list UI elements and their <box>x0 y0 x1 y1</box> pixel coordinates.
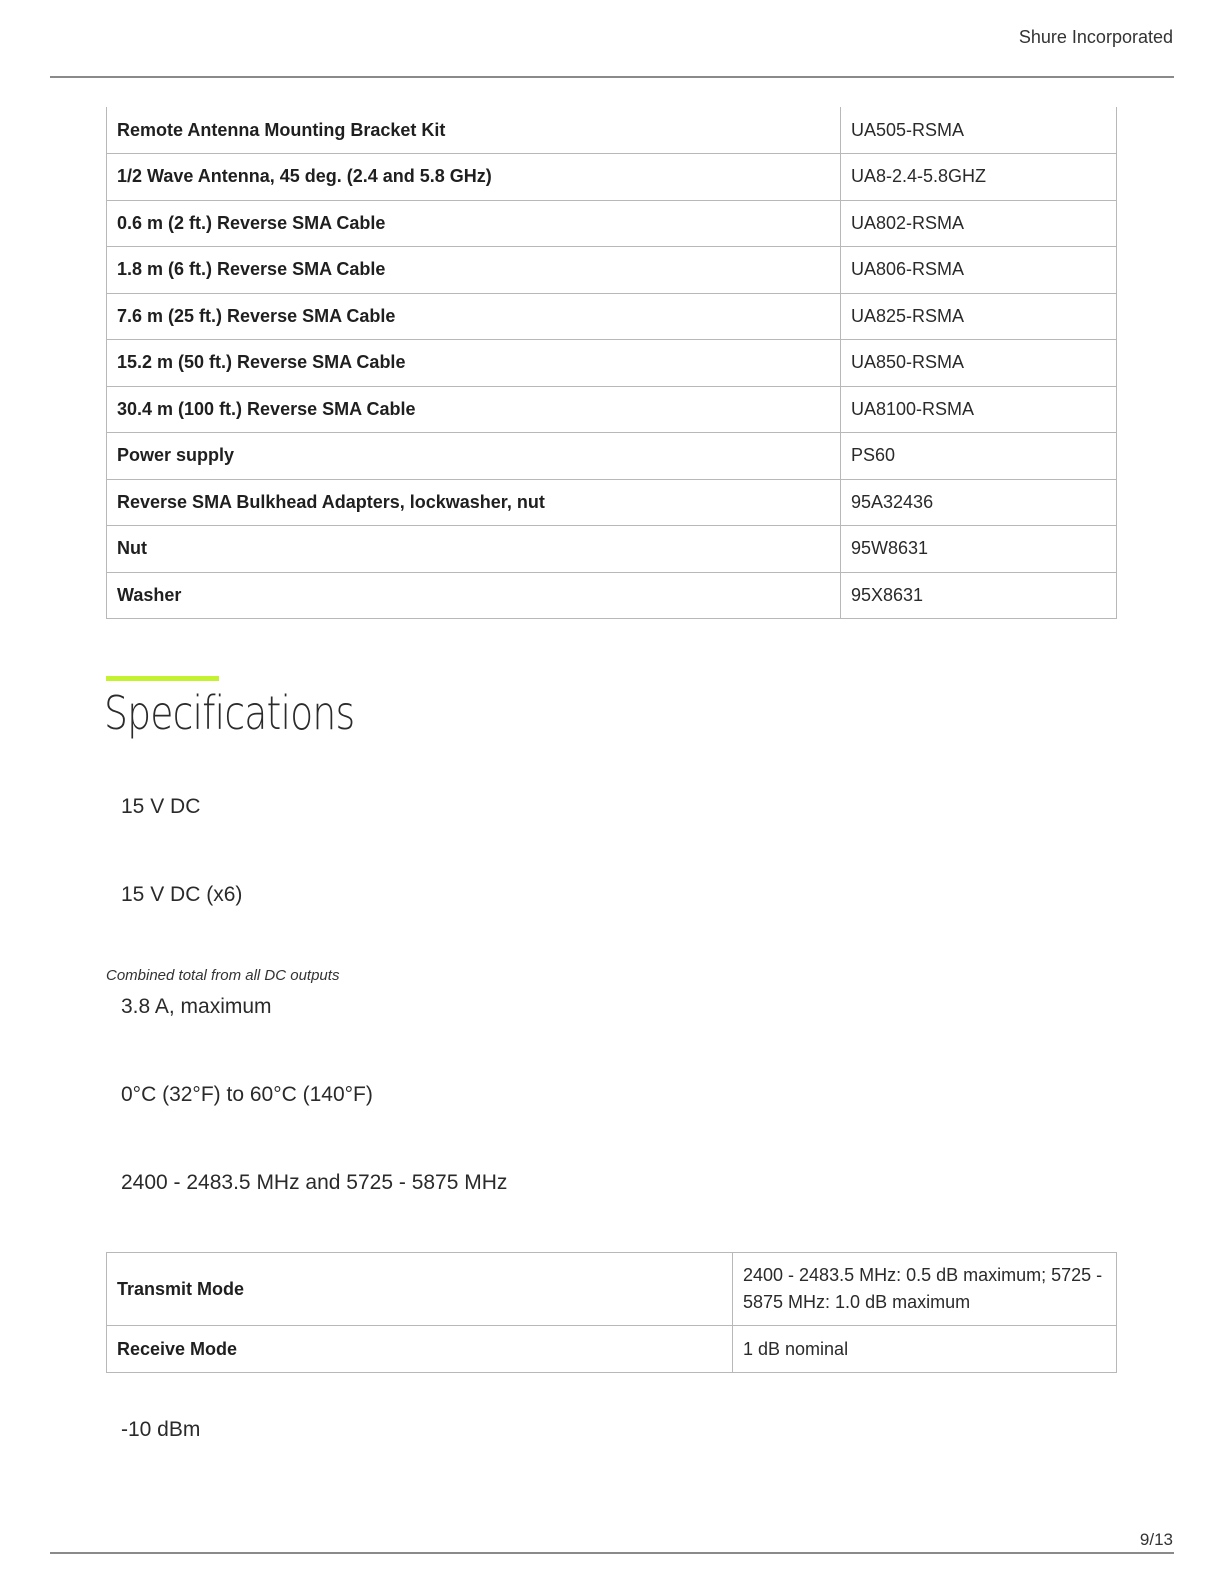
accessory-name: Nut <box>107 526 841 573</box>
spec-value: 2400 - 2483.5 MHz and 5725 - 5875 MHz <box>121 1171 508 1194</box>
part-number: 95W8631 <box>841 526 1117 573</box>
table-row <box>107 200 1117 247</box>
table-row <box>107 479 1117 526</box>
table-row <box>107 1326 1117 1373</box>
mode-value: 2400 - 2483.5 MHz: 0.5 dB maximum; 5725 - 5875 MHz: 1.0 dB maximum <box>733 1253 1117 1326</box>
table-row <box>107 293 1117 340</box>
table-row <box>107 154 1117 201</box>
mode-name: Receive Mode <box>107 1326 733 1373</box>
table-row <box>107 1253 1117 1326</box>
table-row <box>107 340 1117 387</box>
part-number: 95A32436 <box>841 479 1117 526</box>
part-number: UA806-RSMA <box>841 247 1117 294</box>
accessory-name: 0.6 m (2 ft.) Reverse SMA Cable <box>107 200 841 247</box>
spec-value: 15 V DC (x6) <box>121 883 243 906</box>
accessory-name: 1/2 Wave Antenna, 45 deg. (2.4 and 5.8 GHz) <box>107 154 841 201</box>
section-accent-bar <box>106 676 219 681</box>
accessory-name: 7.6 m (25 ft.) Reverse SMA Cable <box>107 293 841 340</box>
spec-value: 3.8 A, maximum <box>121 995 272 1018</box>
accessory-name: Remote Antenna Mounting Bracket Kit <box>107 107 841 154</box>
table-row <box>107 386 1117 433</box>
part-number: 95X8631 <box>841 572 1117 619</box>
spec-value: -10 dBm <box>121 1418 201 1441</box>
accessories-table <box>106 107 1117 619</box>
page-number: 9/13 <box>1139 1530 1173 1549</box>
spec-value: 0°C (32°F) to 60°C (140°F) <box>121 1083 373 1106</box>
insertion-loss-table <box>106 1252 1117 1373</box>
table-row <box>107 526 1117 573</box>
header-divider <box>50 76 1174 78</box>
mode-value: 1 dB nominal <box>733 1326 1117 1373</box>
part-number: UA8100-RSMA <box>841 386 1117 433</box>
part-number: UA8-2.4-5.8GHZ <box>841 154 1117 201</box>
part-number: UA505-RSMA <box>841 107 1117 154</box>
company-name: Shure Incorporated <box>1018 27 1173 47</box>
table-row <box>107 247 1117 294</box>
spec-value: 15 V DC <box>121 795 201 818</box>
spec-note: Combined total from all DC outputs <box>106 967 340 984</box>
accessory-name: Power supply <box>107 433 841 480</box>
accessory-name: 1.8 m (6 ft.) Reverse SMA Cable <box>107 247 841 294</box>
part-number: UA825-RSMA <box>841 293 1117 340</box>
accessory-name: Washer <box>107 572 841 619</box>
footer-divider <box>50 1552 1174 1554</box>
part-number: UA802-RSMA <box>841 200 1117 247</box>
accessory-name: 30.4 m (100 ft.) Reverse SMA Cable <box>107 386 841 433</box>
mode-name: Transmit Mode <box>107 1253 733 1326</box>
part-number: PS60 <box>841 433 1117 480</box>
table-row <box>107 572 1117 619</box>
section-title: Specifications <box>104 686 355 740</box>
table-row <box>107 107 1117 154</box>
part-number: UA850-RSMA <box>841 340 1117 387</box>
table-row <box>107 433 1117 480</box>
accessory-name: 15.2 m (50 ft.) Reverse SMA Cable <box>107 340 841 387</box>
accessory-name: Reverse SMA Bulkhead Adapters, lockwasher, nut <box>107 479 841 526</box>
